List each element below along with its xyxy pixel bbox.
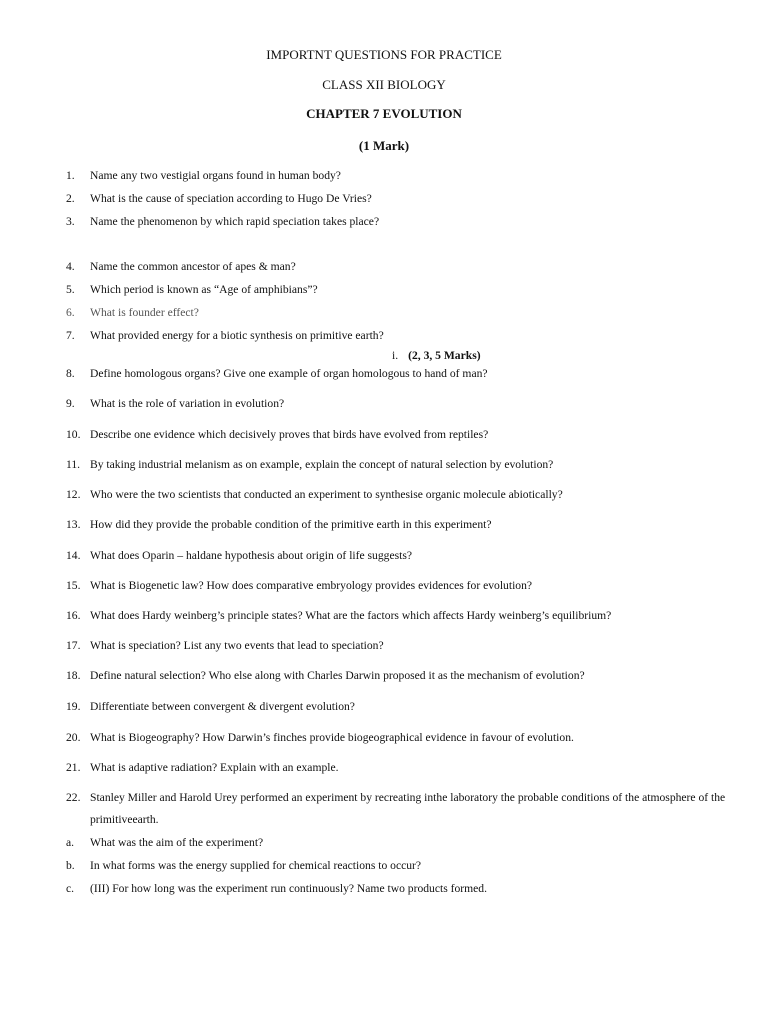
question-number: 11. [66,458,81,471]
question-text: Define homologous organs? Give one example of organ homologous to hand of man? [90,367,488,380]
question-number: 18. [66,669,81,682]
sub-question-text: (III) For how long was the experiment run continuously? Name two products formed. [90,882,487,895]
sub-question-text: What was the aim of the experiment? [90,836,264,849]
question-number: 5. [66,283,75,296]
question-text: What is Biogenetic law? How does comparative embryology provides evidences for evolution? [90,579,533,592]
question-text: Who were the two scientists that conducted an experiment to synthesise organic molecule abiotically? [90,488,563,501]
question-text: Which period is known as “Age of amphibians”? [90,283,318,296]
question-text: What is the role of variation in evolution? [90,397,285,410]
question-number: 17. [66,639,81,652]
question-number: 14. [66,549,81,562]
question-number: 9. [66,397,75,410]
question-number: 12. [66,488,81,501]
section-one-mark: (1 Mark) [358,138,410,153]
sub-question-text: In what forms was the energy supplied for chemical reactions to occur? [90,859,422,872]
question-text: What is founder effect? [90,306,199,319]
question-number: 1. [66,169,75,182]
question-number: 8. [66,367,75,380]
chapter-heading: CHAPTER 7 EVOLUTION [306,106,462,121]
question-number: 15. [66,579,81,592]
question-text: Name the common ancestor of apes & man? [90,260,296,273]
question-text: Stanley Miller and Harold Urey performed an experiment by recreating inthe laboratory the probable conditions of the atmosphere of the primitiveearth. [90,791,726,826]
question-number: 10. [66,428,81,441]
question-text: How did they provide the probable condition of the primitive earth in this experiment? [90,518,492,531]
question-text: What does Oparin – haldane hypothesis about origin of life suggests? [90,549,412,562]
question-number: 22. [66,791,81,804]
question-number: 20. [66,731,81,744]
question-number: 2. [66,192,75,205]
question-text: Name the phenomenon by which rapid speciation takes place? [90,215,380,228]
question-text: What provided energy for a biotic synthesis on primitive earth? [90,329,384,342]
document-title: IMPORTNT QUESTIONS FOR PRACTICE [266,47,502,62]
question-text: Describe one evidence which decisively proves that birds have evolved from reptiles? [90,428,489,441]
section-multi-mark-label: (2, 3, 5 Marks) [408,349,481,362]
question-number: 3. [66,215,75,228]
question-number: 21. [66,761,81,774]
question-text: What is the cause of speciation according to Hugo De Vries? [90,192,372,205]
question-number: 4. [66,260,75,273]
class-line: CLASS XII BIOLOGY [322,77,446,92]
section-roman-numeral: i. [392,349,399,362]
sub-question-letter: a. [66,836,75,849]
question-text: Name any two vestigial organs found in human body? [90,169,341,182]
question-text: What does Hardy weinberg’s principle states? What are the factors which affects Hardy weinberg’s equilibrium? [90,609,612,622]
question-text: What is Biogeography? How Darwin’s finches provide biogeographical evidence in favour of evolution. [90,731,574,744]
question-text: What is adaptive radiation? Explain with an example. [90,761,339,774]
question-number: 19. [66,700,81,713]
question-text: By taking industrial melanism as on example, explain the concept of natural selection by evolution? [90,458,554,471]
section-multi-mark [392,349,481,362]
sub-question-letter: c. [66,882,75,895]
question-text: Differentiate between convergent & divergent evolution? [90,700,355,713]
question-number: 16. [66,609,81,622]
question-number: 6. [66,306,75,319]
question-number: 7. [66,329,75,342]
question-text: Define natural selection? Who else along with Charles Darwin proposed it as the mechanism of evolution? [90,669,585,682]
question-number: 13. [66,518,81,531]
question-text: What is speciation? List any two events that lead to speciation? [90,639,384,652]
sub-question-letter: b. [66,859,75,872]
